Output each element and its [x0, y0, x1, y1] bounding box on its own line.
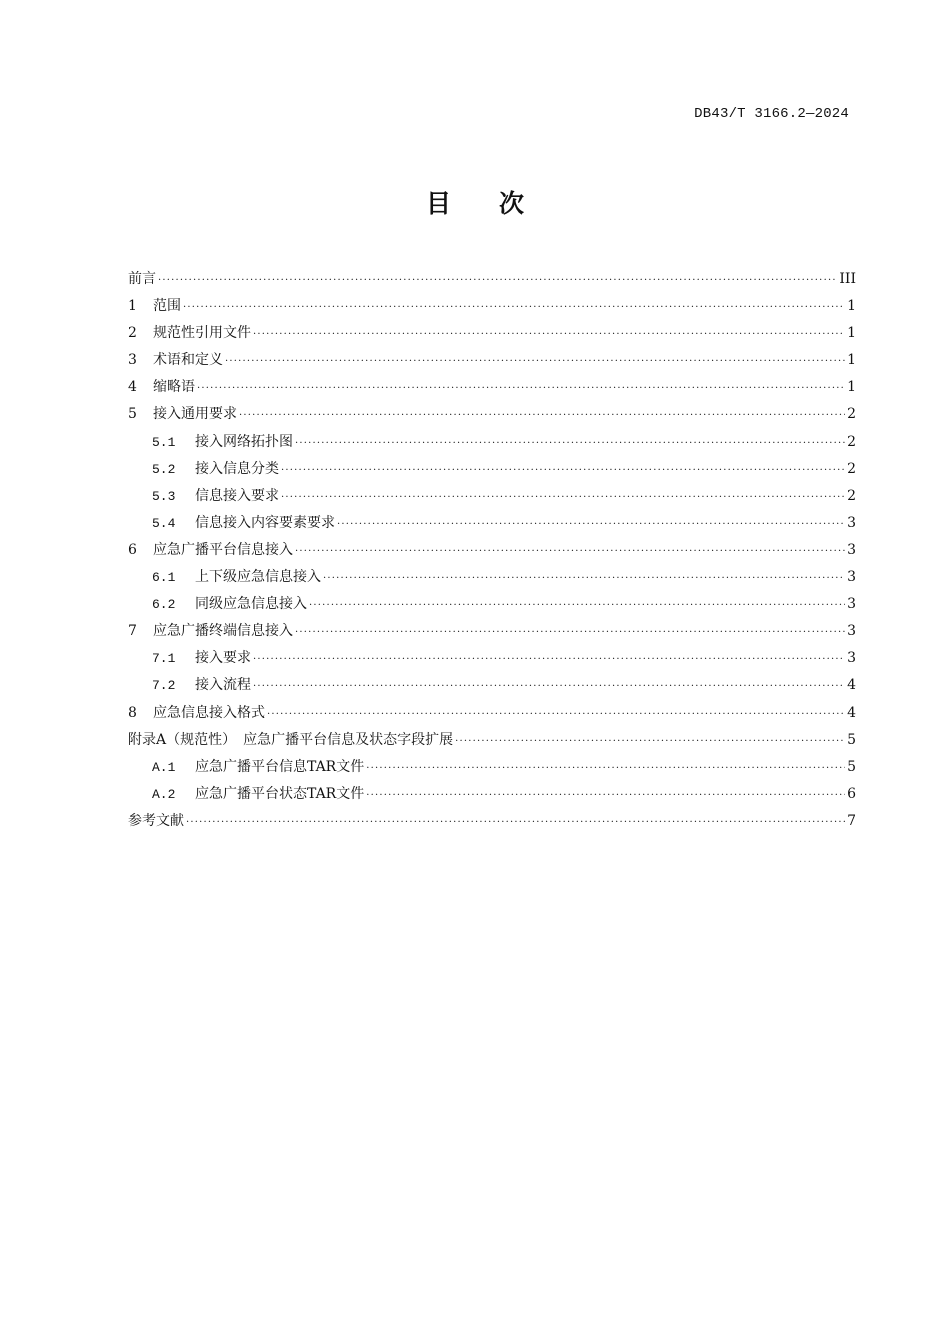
toc-leader-dots — [295, 538, 845, 565]
toc-leader-dots — [295, 430, 845, 457]
toc-entry-label: 信息接入内容要素要求 — [195, 514, 335, 531]
toc-entry-number: 2 — [128, 325, 137, 342]
toc-entry-number: 3 — [128, 352, 137, 369]
page-title — [0, 186, 950, 222]
toc-entry-7[interactable] — [128, 618, 856, 645]
toc-entry-number: 5.1 — [152, 434, 176, 450]
toc-entry-label: 应急信息接入格式 — [153, 704, 265, 721]
toc-entry-number: A.1 — [152, 759, 176, 775]
toc-entry-label: 应急广播平台信息接入 — [153, 541, 293, 558]
table-of-contents — [128, 266, 856, 835]
toc-entry-label: 接入网络拓扑图 — [195, 433, 293, 450]
toc-leader-dots — [183, 294, 845, 321]
toc-entry-page: 4 — [847, 677, 856, 694]
toc-entry-label: 应急广播终端信息接入 — [153, 623, 293, 640]
toc-leader-dots — [366, 782, 845, 809]
toc-entry-page: 1 — [847, 325, 856, 342]
toc-entry-number: 7.1 — [152, 651, 176, 667]
toc-entry-page: 2 — [847, 460, 856, 477]
toc-entry-7-2[interactable] — [128, 672, 856, 699]
toc-entry-preface[interactable] — [128, 266, 856, 293]
toc-leader-dots — [281, 484, 845, 511]
toc-entry-number: A.2 — [152, 786, 176, 802]
toc-entry-label: 术语和定义 — [153, 352, 223, 369]
toc-entry-number: 1 — [128, 298, 137, 315]
toc-entry-label: 范围 — [153, 298, 181, 315]
toc-entry-5-3[interactable] — [128, 483, 856, 510]
toc-entry-page: 3 — [847, 623, 856, 640]
toc-entry-5-2[interactable] — [128, 456, 856, 483]
toc-entry-page: 1 — [847, 352, 856, 369]
toc-leader-dots — [253, 646, 845, 673]
toc-entry-page: 3 — [847, 569, 856, 586]
toc-leader-dots — [309, 592, 845, 619]
toc-entry-label: 缩略语 — [153, 379, 195, 396]
toc-entry-label: 应急广播平台信息TAR文件 — [195, 758, 365, 775]
toc-entry-label: 应急广播平台状态TAR文件 — [195, 785, 365, 802]
toc-entry-page: 3 — [847, 541, 856, 558]
toc-entry-6[interactable] — [128, 537, 856, 564]
toc-leader-dots — [267, 701, 845, 728]
toc-entry-3[interactable] — [128, 347, 856, 374]
toc-entry-label: 接入要求 — [195, 650, 251, 667]
toc-entry-number: 5.3 — [152, 488, 176, 504]
toc-entry-7-1[interactable] — [128, 645, 856, 672]
toc-entry-label: 规范性引用文件 — [153, 325, 251, 342]
toc-entry-page: 5 — [847, 758, 856, 775]
toc-entry-appendix-a[interactable] — [128, 727, 856, 754]
toc-entry-label: 信息接入要求 — [195, 487, 279, 504]
toc-entry-a-1[interactable] — [128, 754, 856, 781]
toc-entry-number: 5.2 — [152, 461, 176, 477]
toc-leader-dots — [239, 402, 845, 429]
toc-entry-label: 接入流程 — [195, 677, 251, 694]
toc-leader-dots — [295, 619, 845, 646]
toc-entry-number: 7 — [128, 623, 137, 640]
toc-leader-dots — [253, 321, 845, 348]
toc-entry-number: 6.1 — [152, 570, 176, 586]
title-char-1: 目 — [425, 189, 451, 218]
toc-entry-label: 附录A（规范性） 应急广播平台信息及状态字段扩展 — [128, 731, 454, 748]
toc-entry-page: 4 — [847, 704, 856, 721]
toc-entry-page: 7 — [847, 812, 856, 829]
toc-leader-dots — [253, 673, 845, 700]
toc-entry-page: 5 — [847, 731, 856, 748]
toc-entry-6-1[interactable] — [128, 564, 856, 591]
toc-entry-6-2[interactable] — [128, 591, 856, 618]
toc-entry-references[interactable] — [128, 808, 856, 835]
toc-entry-page: 2 — [847, 433, 856, 450]
toc-entry-label: 同级应急信息接入 — [195, 596, 307, 613]
toc-entry-page: 2 — [847, 406, 856, 423]
toc-entry-number: 8 — [128, 704, 137, 721]
toc-entry-5[interactable] — [128, 401, 856, 428]
toc-entry-number: 4 — [128, 379, 137, 396]
toc-leader-dots — [455, 728, 845, 755]
title-char-2: 次 — [499, 189, 525, 218]
document-id: DB43/T 3166.2—2024 — [694, 106, 849, 122]
toc-entry-label: 参考文献 — [128, 812, 184, 829]
toc-entry-page: 6 — [847, 785, 856, 802]
toc-entry-number: 7.2 — [152, 678, 176, 694]
toc-leader-dots — [225, 348, 845, 375]
toc-entry-8[interactable] — [128, 700, 856, 727]
toc-entry-5-1[interactable] — [128, 429, 856, 456]
toc-leader-dots — [281, 457, 845, 484]
toc-leader-dots — [323, 565, 845, 592]
toc-entry-1[interactable] — [128, 293, 856, 320]
toc-entry-page: 3 — [847, 650, 856, 667]
toc-leader-dots — [366, 755, 845, 782]
toc-leader-dots — [158, 267, 837, 294]
toc-entry-label: 上下级应急信息接入 — [195, 569, 321, 586]
toc-entry-a-2[interactable] — [128, 781, 856, 808]
toc-entry-page: 3 — [847, 514, 856, 531]
toc-entry-4[interactable] — [128, 374, 856, 401]
toc-entry-page: 3 — [847, 596, 856, 613]
toc-entry-page: 2 — [847, 487, 856, 504]
toc-entry-page: III — [839, 271, 856, 287]
toc-entry-number: 5 — [128, 406, 137, 423]
toc-entry-number: 6 — [128, 541, 137, 558]
toc-entry-page: 1 — [847, 379, 856, 396]
toc-entry-label: 接入信息分类 — [195, 460, 279, 477]
toc-entry-label: 前言 — [128, 271, 156, 287]
toc-leader-dots — [197, 375, 845, 402]
toc-leader-dots — [186, 809, 845, 836]
toc-entry-page: 1 — [847, 298, 856, 315]
toc-entry-2[interactable] — [128, 320, 856, 347]
toc-entry-5-4[interactable] — [128, 510, 856, 537]
toc-entry-number: 6.2 — [152, 597, 176, 613]
toc-leader-dots — [337, 511, 845, 538]
toc-entry-label: 接入通用要求 — [153, 406, 237, 423]
toc-entry-number: 5.4 — [152, 515, 176, 531]
